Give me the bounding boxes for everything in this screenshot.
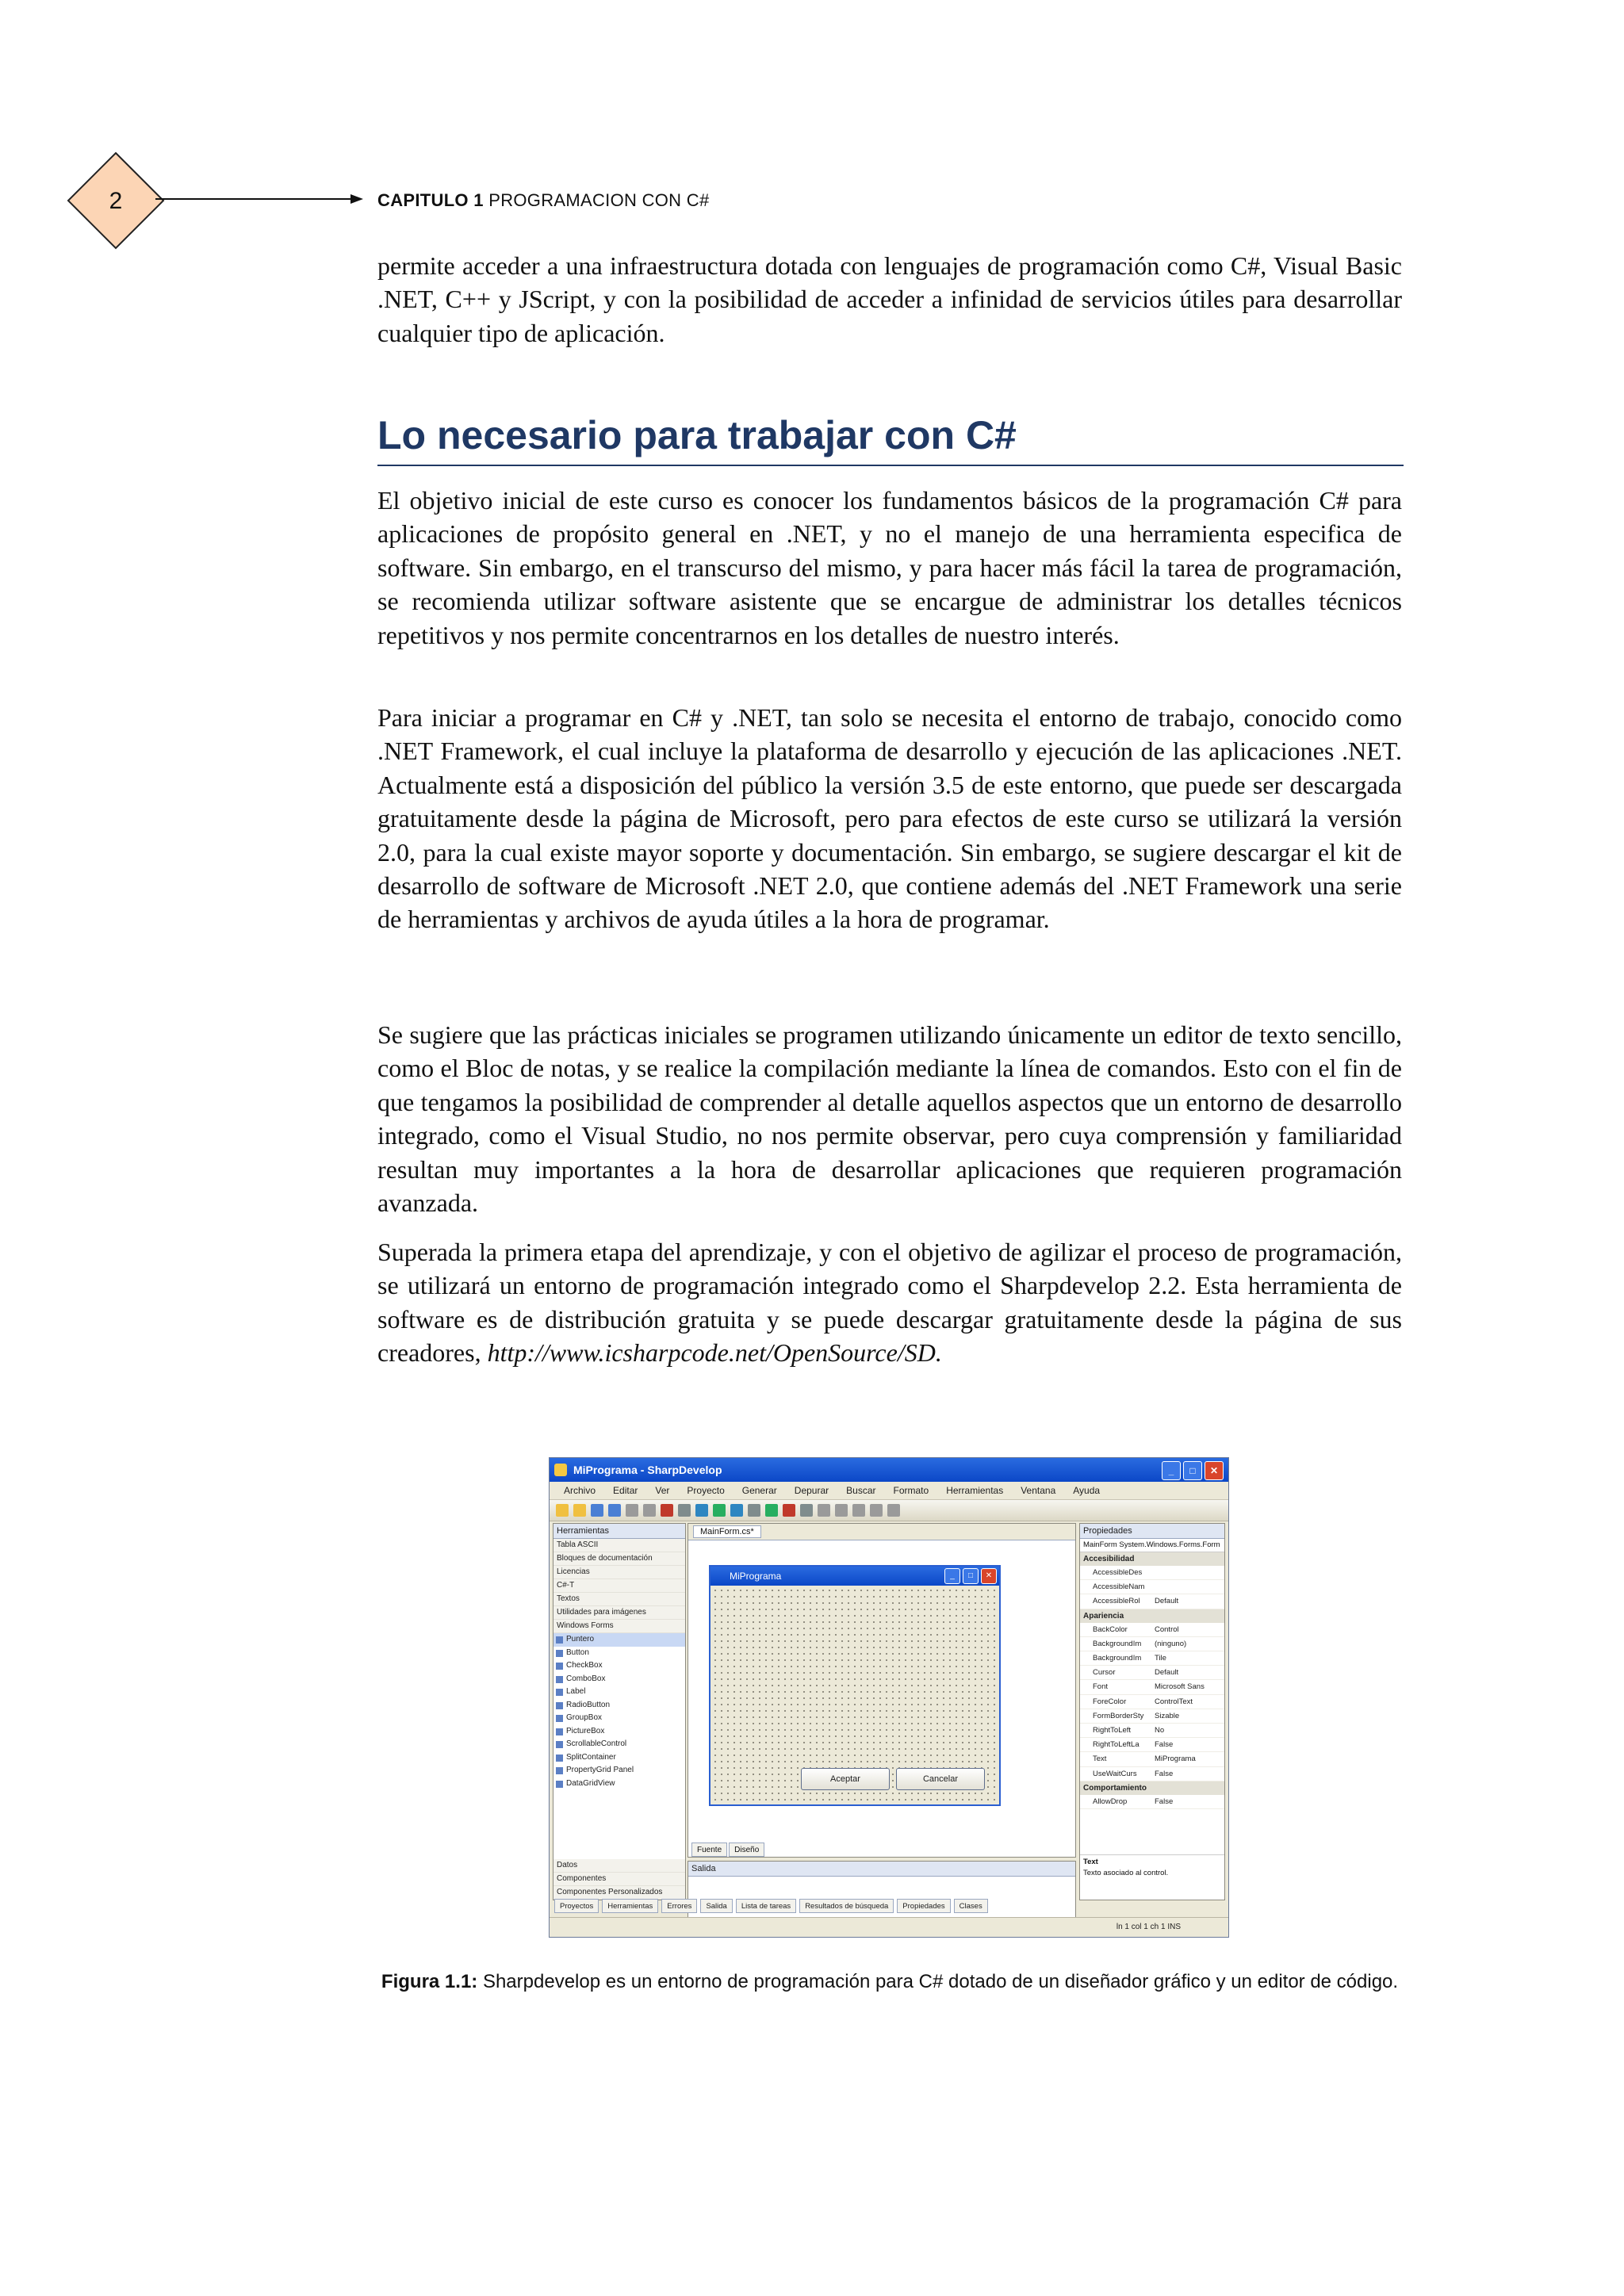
property-name: AccessibleNam	[1093, 1582, 1145, 1592]
designer-view-tabs	[688, 1843, 764, 1857]
paragraph-4	[377, 1235, 1402, 1370]
menu-item-6[interactable]: Buscar	[846, 1485, 876, 1496]
bottom-tab[interactable]: Lista de tareas	[736, 1899, 796, 1913]
property-value[interactable]: False	[1155, 1769, 1174, 1778]
tab-diseno[interactable]: Diseño	[729, 1843, 764, 1857]
tool-item[interactable]: ScrollableControl	[553, 1738, 685, 1751]
property-row[interactable]	[1080, 1566, 1224, 1580]
maximize-icon[interactable]: □	[1183, 1461, 1202, 1480]
bottom-tab[interactable]: Herramientas	[602, 1899, 658, 1913]
property-row[interactable]	[1080, 1767, 1224, 1781]
bottom-tab[interactable]: Propiedades	[897, 1899, 950, 1913]
property-value[interactable]: MiPrograma	[1155, 1755, 1196, 1764]
tool-item[interactable]: PropertyGrid Panel	[553, 1764, 685, 1777]
paragraph-4-block	[377, 1235, 1402, 1370]
property-name: Cursor	[1093, 1668, 1116, 1678]
caption-label: Figura 1.1:	[381, 1971, 478, 1992]
property-value[interactable]: (ninguno)	[1155, 1639, 1187, 1648]
property-row[interactable]	[1080, 1695, 1224, 1709]
property-row[interactable]	[1080, 1594, 1224, 1609]
ide-titlebar	[550, 1458, 1228, 1482]
property-row[interactable]	[1080, 1623, 1224, 1637]
form-close-icon: ✕	[981, 1568, 997, 1584]
bottom-tab[interactable]: Salida	[700, 1899, 732, 1913]
status-bar: ln 1 col 1 ch 1 INS	[550, 1917, 1228, 1937]
toolbar-button-icon[interactable]	[730, 1504, 743, 1517]
toolbar-button-icon[interactable]	[870, 1504, 883, 1517]
tool-item[interactable]: CheckBox	[553, 1659, 685, 1673]
property-row[interactable]	[1080, 1637, 1224, 1651]
download-url-link[interactable]: http://www.icsharpcode.net/OpenSource/SD.	[487, 1338, 942, 1368]
tools-pane-title: Herramientas	[553, 1524, 685, 1539]
property-name: AllowDrop	[1093, 1797, 1128, 1806]
paragraph-2: Para iniciar a programar en C# y .NET, tan solo se necesita el entorno de trabajo, conocido como .NET Framework, el cual incluye la plataforma de desarrollo y ejecución de las aplicaciones .NET. Actualmente está a disposición del público la versión 3.5 de este entorno, que puede ser descargada gratuitamente desde la página de Microsoft, pero para efectos de este curso se utilizará la versión 2.0, para la cual existe mayor soporte y documentación. Sin embargo, se sugiere descargar el kit de desarrollo de software de Microsoft .NET 2.0, que contiene además del .NET Framework una serie de herramientas y archivos de ayuda útiles a la hora de programar.	[377, 703, 1402, 934]
property-row[interactable]	[1080, 1752, 1224, 1766]
tool-category[interactable]: Componentes Personalizados	[553, 1886, 685, 1900]
figure-screenshot	[549, 1457, 1229, 1938]
property-value[interactable]: False	[1155, 1740, 1174, 1750]
property-name: RightToLeftLa	[1093, 1740, 1139, 1750]
properties-pane	[1079, 1523, 1225, 1900]
tool-category[interactable]: Tabla ASCII	[553, 1539, 685, 1552]
intro-paragraph: permite acceder a una infraestructura dotada con lenguajes de programación como C#, Visual Basic .NET, C++ y JScript, y con la posibilidad de acceder a infinidad de servicios útiles para desarrollar cualquier tipo de aplicación.	[377, 251, 1402, 347]
form-design-grid[interactable]	[712, 1587, 998, 1803]
menu-item-10[interactable]: Ayuda	[1073, 1485, 1101, 1496]
tool-item[interactable]: DataGridView	[553, 1777, 685, 1791]
toolbar-button-icon[interactable]	[573, 1504, 586, 1517]
designer-pane	[688, 1523, 1076, 1858]
property-name: BackgroundIm	[1093, 1639, 1142, 1648]
document-tab-label: MainForm.cs*	[693, 1525, 761, 1538]
bottom-tab[interactable]: Proyectos	[554, 1899, 599, 1913]
property-category[interactable]: Comportamiento	[1080, 1781, 1224, 1795]
form-minimize-icon: _	[944, 1568, 960, 1584]
menu-item-1[interactable]: Editar	[613, 1485, 638, 1496]
toolbar-button-icon[interactable]	[765, 1504, 778, 1517]
tool-category[interactable]: Datos	[553, 1859, 685, 1873]
toolbar-button-icon[interactable]	[626, 1504, 638, 1517]
property-help-text: Texto asociado al control.	[1083, 1869, 1169, 1877]
toolbar-button-icon[interactable]	[800, 1504, 813, 1517]
ide-toolbar	[550, 1500, 1228, 1521]
ide-menubar	[550, 1482, 1228, 1500]
property-category[interactable]: Accesibilidad	[1080, 1552, 1224, 1566]
document-tab[interactable]	[688, 1524, 1075, 1540]
form-title: MiPrograma	[730, 1571, 782, 1582]
property-value[interactable]: Default	[1155, 1597, 1179, 1606]
property-value[interactable]	[1151, 1566, 1155, 1579]
tool-item[interactable]: ComboBox	[553, 1673, 685, 1686]
properties-pane-title: Propiedades	[1080, 1524, 1224, 1539]
menu-item-7[interactable]: Formato	[893, 1485, 929, 1496]
property-name: BackColor	[1093, 1624, 1128, 1634]
property-value[interactable]: Default	[1155, 1668, 1179, 1678]
tool-item[interactable]: GroupBox	[553, 1712, 685, 1725]
output-pane-title: Salida	[688, 1862, 1075, 1877]
caption-text: Sharpdevelop es un entorno de programación para C# dotado de un diseñador gráfico y un editor de código.	[482, 1971, 1399, 1992]
form-titlebar	[710, 1567, 999, 1586]
property-name: Font	[1093, 1682, 1109, 1692]
object-selector[interactable]: MainForm System.Windows.Forms.Form	[1080, 1539, 1224, 1552]
tool-item[interactable]: SplitContainer	[553, 1751, 685, 1765]
paragraph-3-block	[377, 1018, 1402, 1219]
property-value[interactable]: Tile	[1155, 1654, 1166, 1663]
tool-item[interactable]: RadioButton	[553, 1699, 685, 1712]
toolbar-button-icon[interactable]	[678, 1504, 691, 1517]
property-help	[1080, 1854, 1224, 1881]
tool-category[interactable]: Licencias	[553, 1566, 685, 1579]
app-icon	[554, 1464, 567, 1476]
form-maximize-icon: □	[963, 1568, 979, 1584]
bottom-tab[interactable]: Clases	[954, 1899, 988, 1913]
header-arrow-icon	[155, 191, 363, 207]
tool-category[interactable]: Windows Forms	[553, 1620, 685, 1633]
tool-item[interactable]: Puntero	[553, 1633, 685, 1647]
figure-caption	[377, 1969, 1402, 1995]
running-head	[377, 190, 710, 211]
paragraph-1-block	[377, 484, 1402, 652]
property-name: UseWaitCurs	[1093, 1769, 1137, 1778]
tool-category[interactable]: Componentes	[553, 1873, 685, 1886]
chapter-title: PROGRAMACION CON C#	[488, 190, 710, 210]
menu-item-8[interactable]: Herramientas	[946, 1485, 1004, 1496]
property-row[interactable]	[1080, 1580, 1224, 1594]
toolbar-button-icon[interactable]	[556, 1504, 569, 1517]
property-category[interactable]: Apariencia	[1080, 1609, 1224, 1623]
minimize-icon[interactable]: _	[1162, 1461, 1181, 1480]
toolbar-button-icon[interactable]	[713, 1504, 726, 1517]
property-name: AccessibleRol	[1093, 1597, 1140, 1606]
paragraph-2-block	[377, 701, 1402, 936]
toolbar-button-icon[interactable]	[608, 1504, 621, 1517]
property-name: AccessibleDes	[1093, 1568, 1143, 1577]
toolbar-button-icon[interactable]	[783, 1504, 795, 1517]
toolbar-button-icon[interactable]	[643, 1504, 656, 1517]
tools-pane	[553, 1523, 686, 1900]
bottom-tab[interactable]: Resultados de búsqueda	[799, 1899, 894, 1913]
menu-item-5[interactable]: Depurar	[794, 1485, 829, 1496]
toolbar-button-icon[interactable]	[748, 1504, 760, 1517]
paragraph-4-text: Superada la primera etapa del aprendizaje, y con el objetivo de agilizar el proceso de programación, se utilizará un entorno de programación integrado como el Sharpdevelop 2.2. Esta herramienta de software es de distribución gratuita y se puede descargar gratuitamente desde la página de sus creadores,	[377, 1238, 1402, 1368]
tool-category[interactable]: C#-T	[553, 1579, 685, 1593]
property-row[interactable]	[1080, 1666, 1224, 1680]
property-value[interactable]: Sizable	[1155, 1711, 1180, 1720]
bottom-tab[interactable]: Errores	[661, 1899, 697, 1913]
property-row[interactable]	[1080, 1724, 1224, 1738]
toolbar-button-icon[interactable]	[818, 1504, 830, 1517]
intro-paragraph-block	[377, 249, 1402, 350]
bottom-pane-tabs	[550, 1899, 1228, 1913]
menu-item-9[interactable]: Ventana	[1021, 1485, 1056, 1496]
property-row[interactable]	[1080, 1738, 1224, 1752]
menu-item-2[interactable]: Ver	[655, 1485, 670, 1496]
menu-item-0[interactable]: Archivo	[564, 1485, 596, 1496]
tool-item[interactable]: Button	[553, 1647, 685, 1660]
toolbar-button-icon[interactable]	[852, 1504, 865, 1517]
menu-item-3[interactable]: Proyecto	[687, 1485, 725, 1496]
property-value[interactable]: Microsoft Sans	[1155, 1682, 1205, 1692]
property-name: ForeColor	[1093, 1697, 1127, 1706]
menu-item-4[interactable]: Generar	[741, 1485, 777, 1496]
property-value[interactable]: False	[1155, 1797, 1174, 1806]
property-value[interactable]	[1151, 1580, 1155, 1594]
tab-fuente[interactable]: Fuente	[691, 1843, 727, 1857]
toolbar-button-icon[interactable]	[887, 1504, 900, 1517]
page-number-diamond	[67, 151, 165, 250]
tool-item[interactable]: Label	[553, 1686, 685, 1699]
designer-form[interactable]	[709, 1565, 1001, 1806]
ide-window-title: MiPrograma - SharpDevelop	[573, 1464, 722, 1476]
property-row[interactable]	[1080, 1795, 1224, 1809]
property-help-title: Text	[1083, 1858, 1098, 1866]
aceptar-button[interactable]: Aceptar	[801, 1768, 890, 1790]
cancelar-button[interactable]: Cancelar	[896, 1768, 985, 1790]
property-value[interactable]: Control	[1155, 1624, 1179, 1634]
tool-category[interactable]: Bloques de documentación	[553, 1552, 685, 1566]
property-row[interactable]	[1080, 1680, 1224, 1694]
section-title: Lo necesario para trabajar con C#	[377, 411, 1404, 466]
toolbar-button-icon[interactable]	[835, 1504, 848, 1517]
tool-category[interactable]: Utilidades para imágenes	[553, 1606, 685, 1620]
property-value[interactable]: ControlText	[1155, 1697, 1193, 1706]
tool-category[interactable]: Textos	[553, 1593, 685, 1606]
property-name: BackgroundIm	[1093, 1654, 1142, 1663]
property-row[interactable]	[1080, 1709, 1224, 1724]
tool-item[interactable]: PictureBox	[553, 1725, 685, 1739]
chapter-label: CAPITULO 1	[377, 190, 484, 210]
property-name: RightToLeft	[1093, 1726, 1132, 1735]
paragraph-3: Se sugiere que las prácticas iniciales se programen utilizando únicamente un editor de texto sencillo, como el Bloc de notas, y se realice la compilación mediante la línea de comandos. Esto con el fin de que tengamos la posibilidad de comprender al detalle aquellos aspectos que un entorno de desarrollo integrado, como el Visual Studio, no nos permite observar, pero cuya comprensión y familiaridad resultan muy importantes a la hora de desarrollar aplicaciones que requieren programación avanzada.	[377, 1020, 1402, 1218]
toolbar-button-icon[interactable]	[591, 1504, 603, 1517]
property-value[interactable]: No	[1155, 1726, 1165, 1735]
property-row[interactable]	[1080, 1651, 1224, 1666]
toolbar-button-icon[interactable]	[661, 1504, 673, 1517]
close-icon[interactable]: ✕	[1205, 1461, 1224, 1480]
paragraph-1: El objetivo inicial de este curso es conocer los fundamentos básicos de la programación C# para aplicaciones de propósito general en .NET, y no el manejo de una herramienta especifica de software. Sin embargo, en el transcurso del mismo, y para hacer más fácil la tarea de programación, se recomienda utilizar software asistente que se encargue de administrar los detalles técnicos repetitivos y nos permite concentrarnos en los detalles de nuestro interés.	[377, 486, 1402, 649]
toolbar-button-icon[interactable]	[695, 1504, 708, 1517]
page-number: 2	[109, 188, 123, 214]
property-name: FormBorderSty	[1093, 1711, 1144, 1720]
property-name: Text	[1093, 1755, 1107, 1764]
